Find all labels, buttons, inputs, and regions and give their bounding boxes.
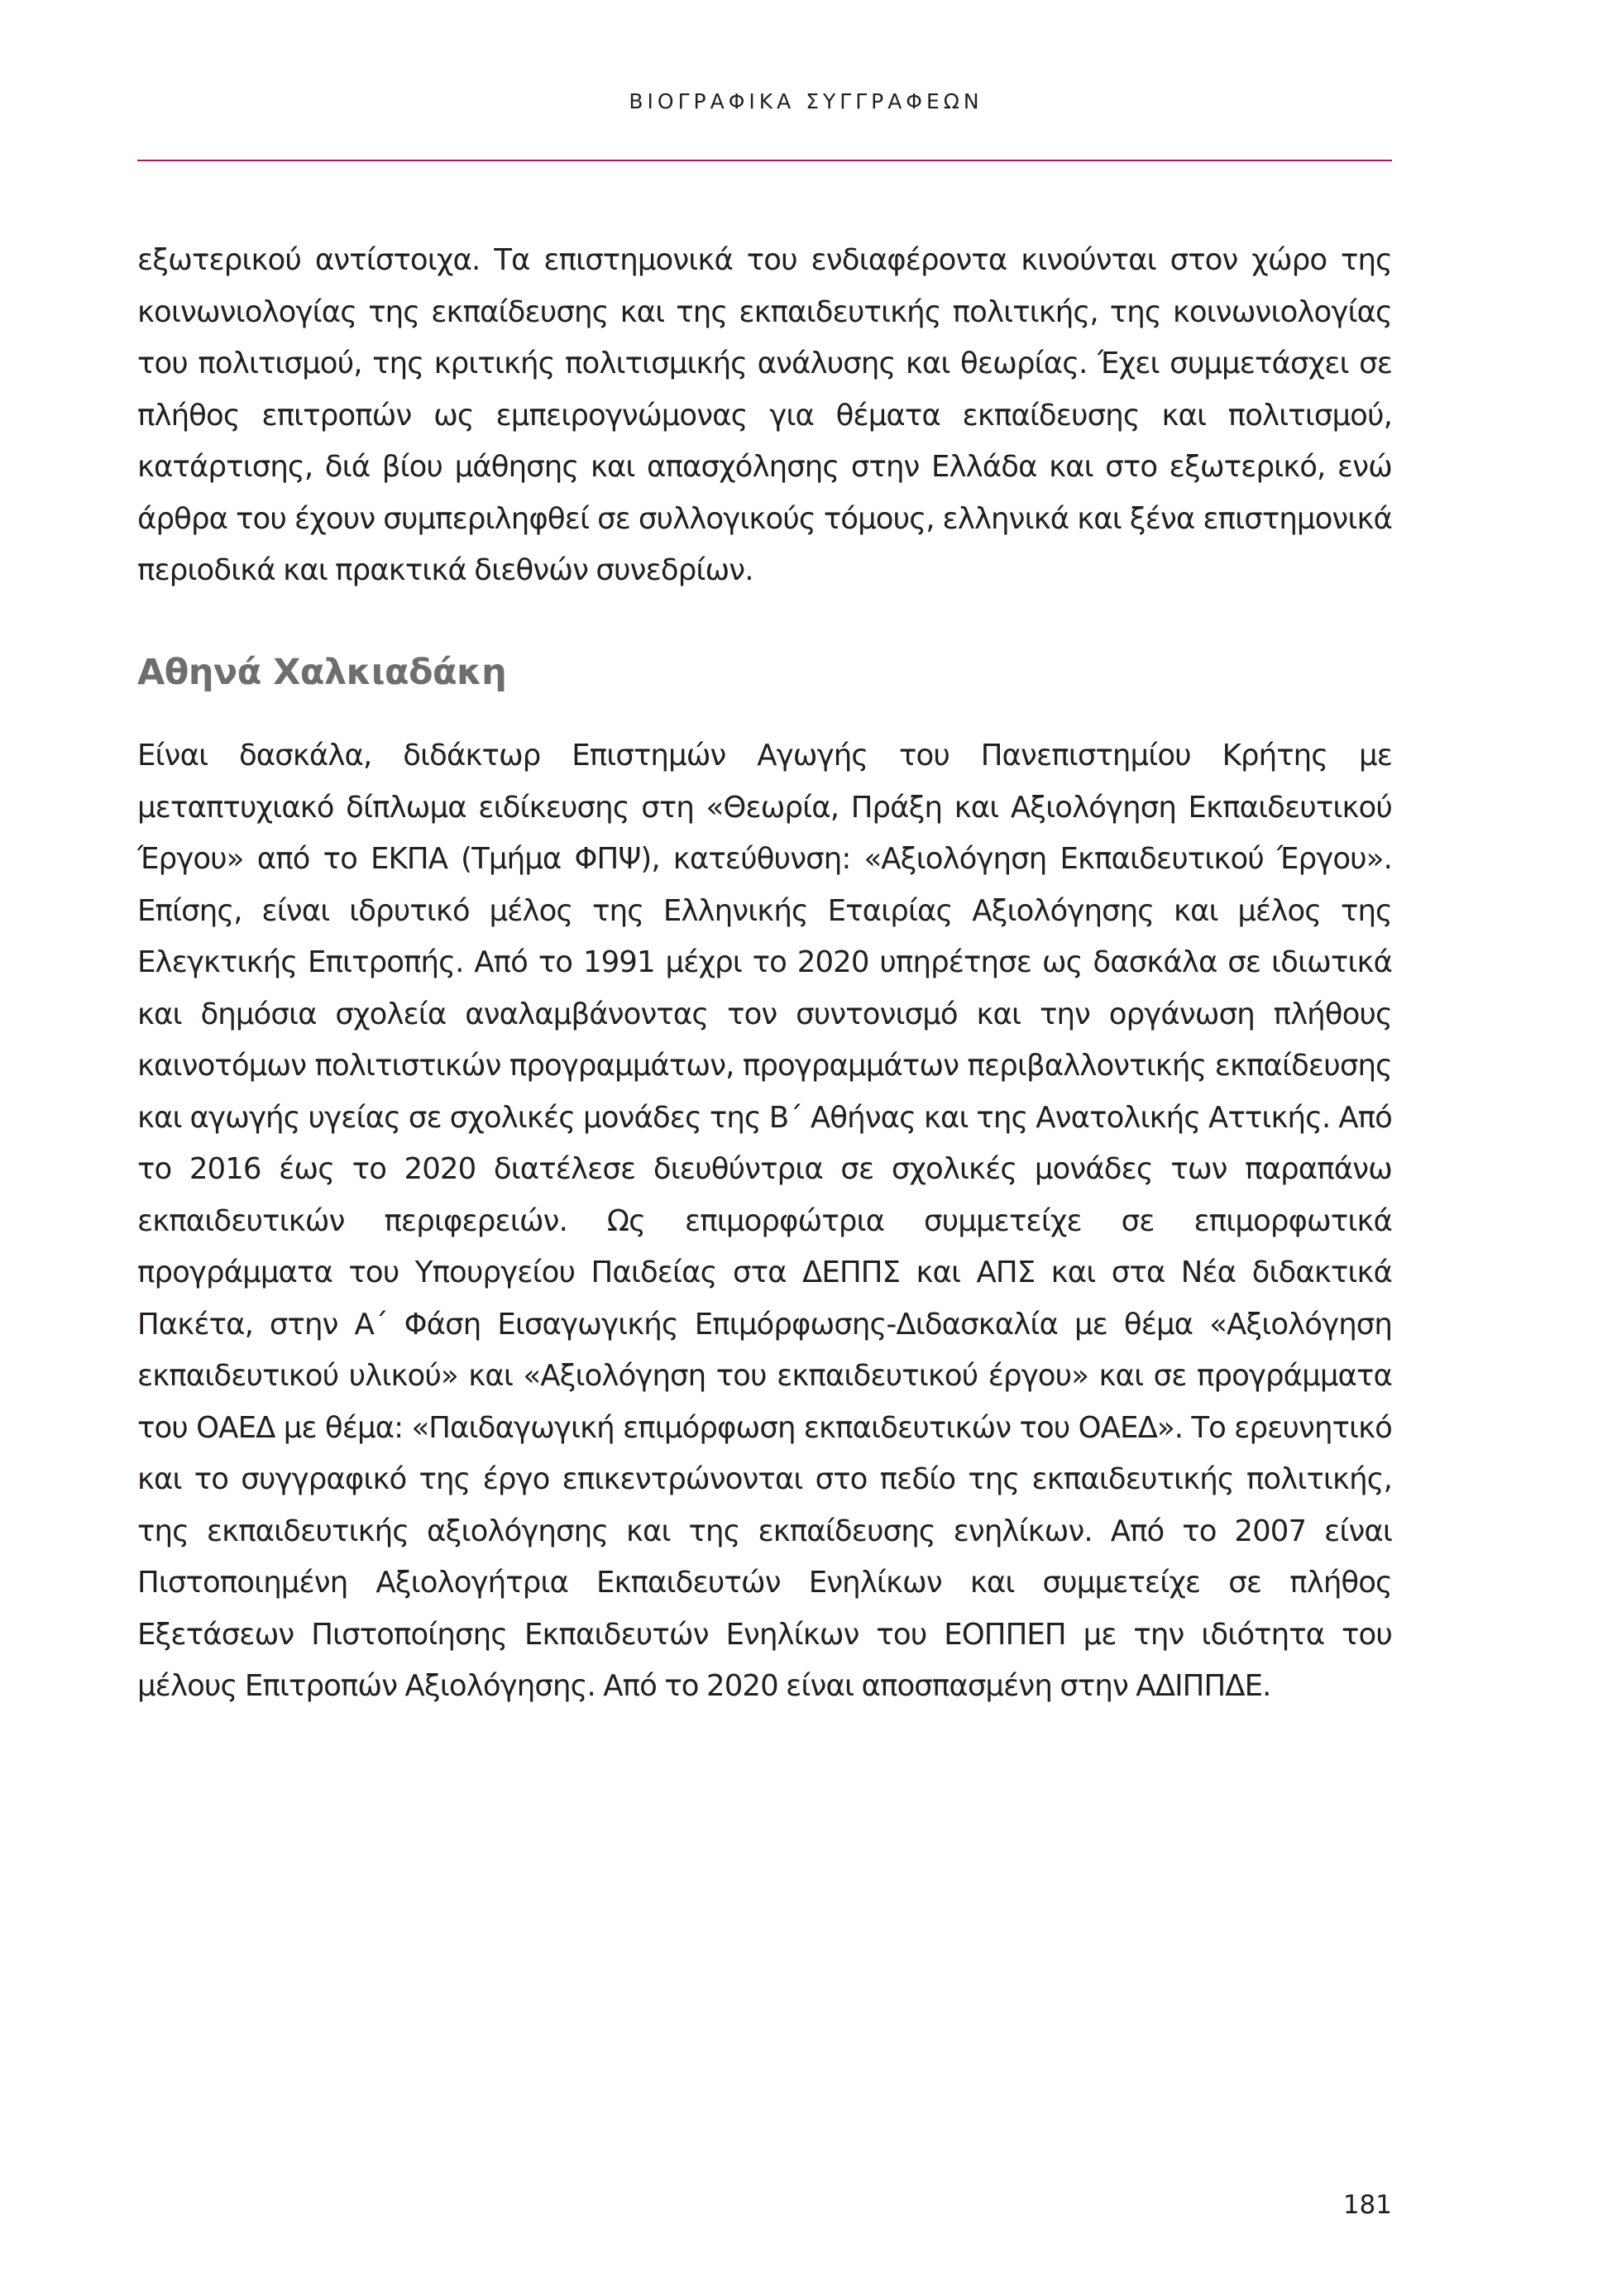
author-biography-paragraph: Είναι δασκάλα, διδάκτωρ Επιστημών Αγωγής του Πανεπιστημίου Κρήτης με μεταπτυχιακό δίπλωμα ειδίκευσης στη «Θεωρία, Πράξη και Αξιολόγηση Εκπαιδευτικού Έργου» από το ΕΚΠΑ (Τμήμα ΦΠΨ), κατεύθυνση: «Αξιολόγηση Εκπαιδευτικού Έργου». Επίσης, είναι ιδρυτικό μέλος της Ελληνικής Εταιρίας Αξιολόγησης και μέλος της Ελεγκτικής Επιτροπής. Από το 1991 μέχρι το 2020 υπηρέτησε ως δασκάλα σε ιδιωτικά και δημόσια σχολεία αναλαμβάνοντας τον συντονισμό και την οργάνωση πλήθους καινοτόμων πολιτιστικών προγραμμάτων, προγραμμάτων περιβαλλοντικής εκπαίδευσης και αγωγής υγείας σε σχολικές μονάδες της Β΄ Αθήνας και της Ανατολικής Αττικής. Από το 2016 έως το 2020 διατέλεσε διευθύντρια σε σχολικές μονάδες των παραπάνω εκπαιδευτικών περιφερειών. Ως επιμορφώτρια συμμετείχε σε επιμορφωτικά προγράμματα του Υπουργείου Παιδείας στα ΔΕΠΠΣ και ΑΠΣ και στα Νέα διδακτικά Πακέτα, στην Α΄ Φάση Εισαγωγικής Επιμόρφωσης-Διδασκαλία με θέμα «Αξιολόγηση εκπαιδευτικού υλικού» και «Αξιολόγηση του εκπαιδευτικού έργου» και σε προγράμματα του ΟΑΕΔ με θέμα: «Παιδαγωγική επιμόρφωση εκπαιδευτικών του ΟΑΕΔ». Το ερευνητικό και το συγγραφικό της έργο επικεντρώνονται στο πεδίο της εκπαιδευτικής πολιτικής, της εκπαιδευτικής αξιολόγησης και της εκπαίδευσης ενηλίκων. Από το 2007 είναι Πιστοποιημένη Αξιολογήτρια Εκπαιδευτών Ενηλίκων και συμμετείχε σε πλήθος Εξετάσεων Πιστοποίησης Εκπαιδευτών Ενηλίκων του ΕΟΠΠΕΠ με την ιδιότητα του μέλους Επιτροπών Αξιολόγησης. Από το 2020 είναι αποσπασμένη στην ΑΔΙΠΠΔΕ.	[137, 739, 1392, 1703]
continued-biography-paragraph: εξωτερικού αντίστοιχα. Τα επιστημονικά του ενδιαφέροντα κινούνται στον χώρο της κοινωνιολογίας της εκπαίδευσης και της εκπαιδευτικής πολιτικής, της κοινωνιολογίας του πολιτισμού, της κριτικής πολιτισμικής ανάλυσης και θεωρίας. Έχει συμμετάσχει σε πλήθος επιτροπών ως εμπειρογνώμονας για θέματα εκπαίδευσης και πολιτισμού, κατάρτισης, διά βίου μάθησης και απασχόλησης στην Ελλάδα και στο εξωτερικό, ενώ άρθρα του έχουν συμπεριληφθεί σε συλλογικούς τόμους, ελληνικά και ξένα επιστημονικά περιοδικά και πρακτικά διεθνών συνεδρίων.	[137, 243, 1392, 587]
header-divider	[137, 160, 1392, 161]
author-name-heading: Αθηνά Χαλκιαδάκη	[137, 652, 507, 693]
page-number: 181	[1342, 2190, 1392, 2220]
running-header-title: ΒΙΟΓΡΑΦΙΚΑ ΣΥΓΓΡΑΦΕΩΝ	[629, 89, 983, 113]
